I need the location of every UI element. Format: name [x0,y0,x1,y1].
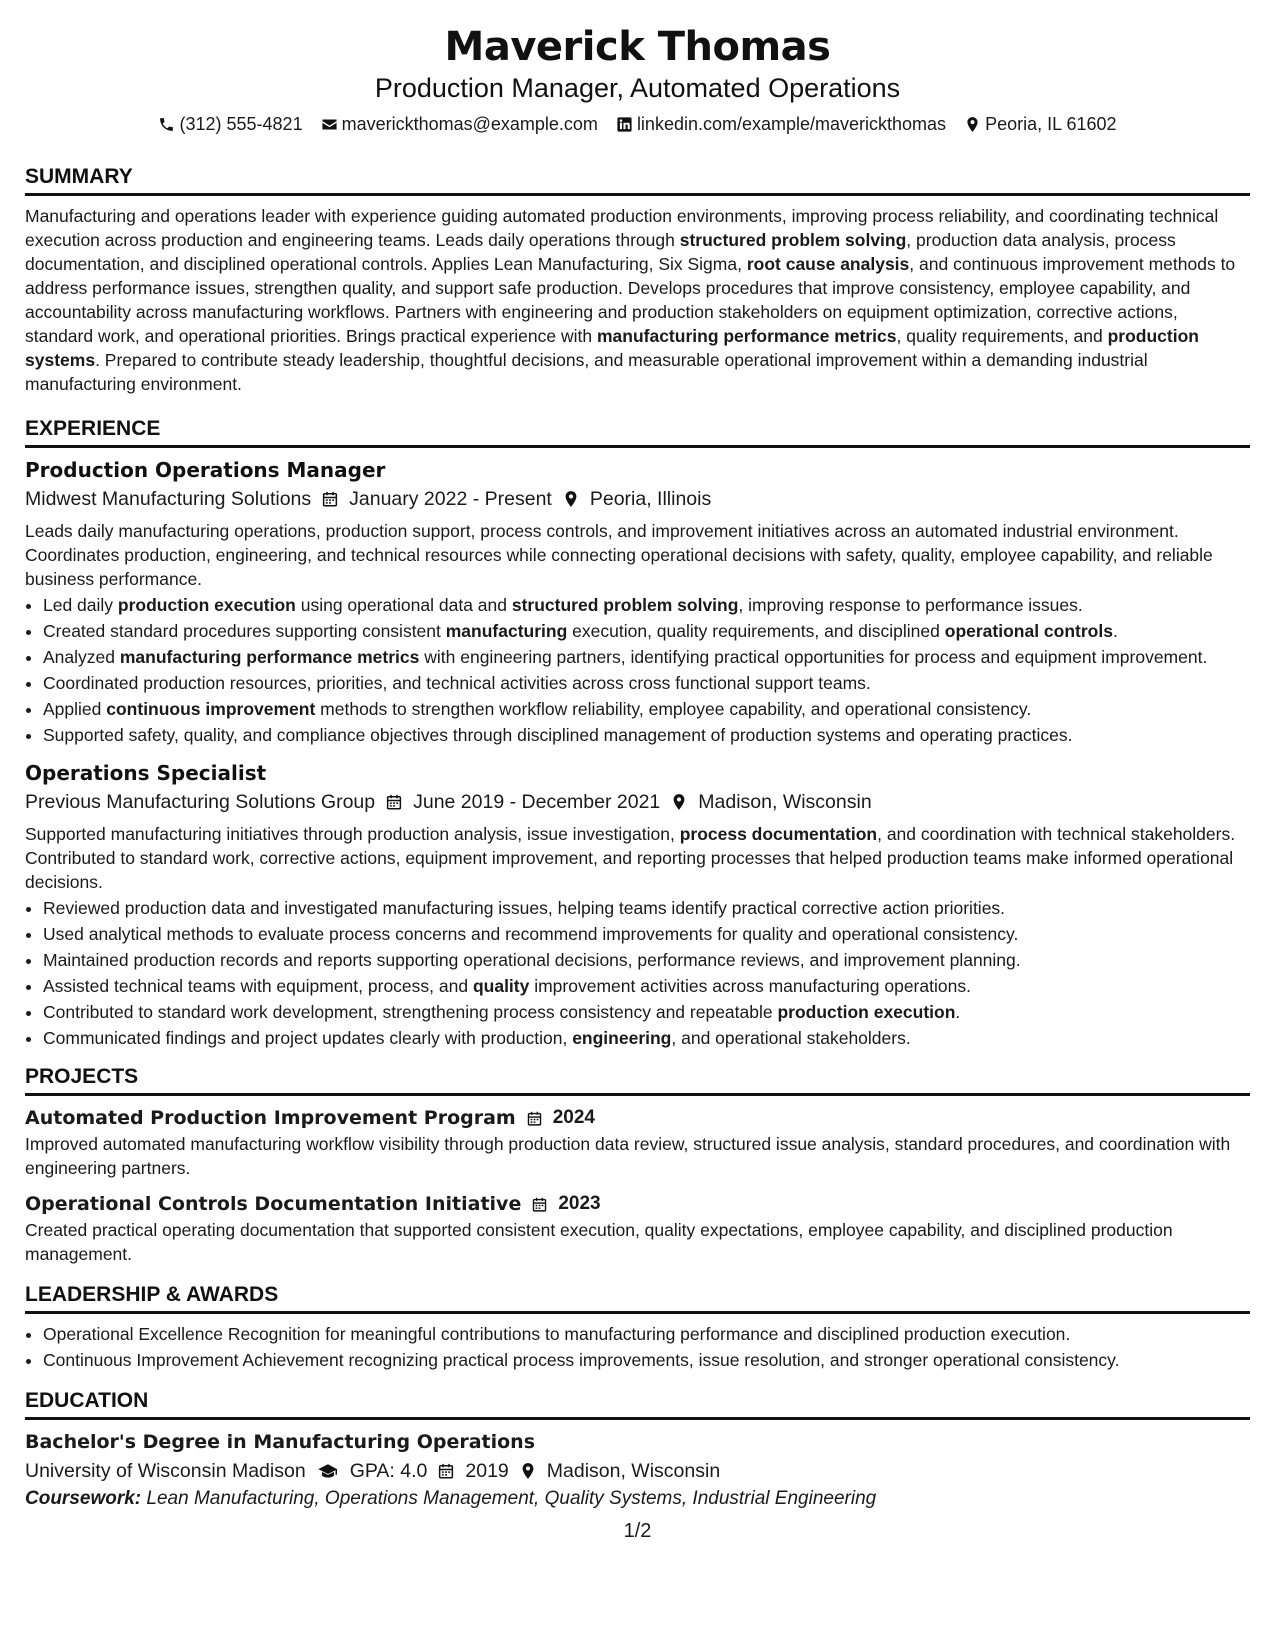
page-number: 1/2 [623,1520,652,1542]
leadership-list [25,1322,1250,1372]
coursework-list: Lean Manufacturing, Operations Management, Quality Systems, Industrial Engineering [146,1488,877,1509]
calendar-icon [385,793,403,811]
leadership-heading: LEADERSHIP & AWARDS [25,1282,1250,1314]
contact-linkedin[interactable] [616,112,946,136]
education-meta [25,1457,1250,1485]
leadership-item: • Operational Excellence Recognition for meaningful contributions to manufacturing performance and disciplined production execution. [43,1322,1250,1346]
contact-location [964,112,1116,136]
projects-section [25,1064,1250,1266]
job-bullet: • Used analytical methods to evaluate process concerns and recommend improvements for quality and operational consistency. [43,922,1250,946]
graduation-cap-icon [316,1462,340,1480]
project-description: Improved automated manufacturing workflow visibility through production data review, structured issue analysis, standard procedures, and coordination with engineering partners. [25,1134,1231,1178]
job-bullets [25,593,1250,747]
project-entry [25,1104,1250,1180]
job-dates: January 2022 - Present [349,488,552,510]
job-bullet: • Supported safety, quality, and compliance objectives through disciplined management of production systems and operating practices. [43,723,1250,747]
job-description: Supported manufacturing initiatives through production analysis, issue investigation, process documentation, and coordination with technical stakeholders. Contributed to standard work, corrective actions, equipment improvement, and reporting processes that helped production teams make informed operational decisions. [25,824,1236,892]
job-meta [25,788,1250,816]
contact-location-text: Peoria, IL 61602 [985,114,1117,134]
resume-page [25,22,1250,1513]
job-location: Peoria, Illinois [589,488,712,510]
projects-heading: PROJECTS [25,1064,1250,1096]
education-degree: Bachelor's Degree in Manufacturing Operations [25,1431,536,1453]
contact-email-text: maverickthomas@example.com [341,114,598,134]
project-year: 2023 [558,1193,601,1214]
job-bullet: • Applied continuous improvement methods to strengthen workflow reliability, employee capability, and operational consistency. [43,697,1250,721]
job-bullets [25,896,1250,1050]
resume-header [25,22,1250,136]
summary-text: Manufacturing and operations leader with experience guiding automated production environments, improving process reliability, and coordinating technical execution across production and engineering teams. Leads daily operations through structured problem solving, production data analysis, process documentation, and disciplined operational controls. Applies Lean Manufacturing, Six Sigma, root cause analysis, and continuous improvement methods to address performance issues, strengthen quality, and support safe production. Develops procedures that improve consistency, employee capability, and accountability across manufacturing workflows. Partners with engineering and production stakeholders on equipment optimization, corrective actions, standard work, and operational priorities. Brings practical experience with manufacturing performance metrics, quality requirements, and production systems. Prepared to contribute steady leadership, thoughtful decisions, and measurable operational improvement within a demanding industrial manufacturing environment. [25,206,1236,394]
project-year: 2024 [552,1107,595,1128]
summary-heading: SUMMARY [25,164,1250,196]
coursework-label: Coursework: [25,1488,142,1509]
education-school: University of Wisconsin Madison [25,1460,306,1482]
education-heading: EDUCATION [25,1388,1250,1420]
map-pin-icon [670,793,688,811]
contact-phone[interactable] [158,112,302,136]
education-location: Madison, Wisconsin [546,1460,721,1482]
project-title: Operational Controls Documentation Initiative [25,1193,522,1215]
leadership-item: • Continuous Improvement Achievement recognizing practical process improvements, issue resolution, and stronger operational consistency. [43,1348,1250,1372]
job-entry [25,456,1250,747]
project-description: Created practical operating documentation that supported consistent execution, quality expectations, employee capability, and disciplined production management. [25,1220,1173,1264]
education-gpa: GPA: 4.0 [349,1460,428,1482]
job-description: Leads daily manufacturing operations, production support, process controls, and improvement initiatives across an automated industrial environment. Coordinates production, engineering, and technical resources while connecting operational decisions with safety, quality, employee capability, and reliable business performance. [25,521,1213,589]
job-bullet: • Assisted technical teams with equipment, process, and quality improvement activities across manufacturing operations. [43,974,1250,998]
experience-heading: EXPERIENCE [25,416,1250,448]
contact-email[interactable] [321,112,598,136]
contact-phone-text: (312) 555-4821 [179,114,303,134]
job-dates: June 2019 - December 2021 [413,791,661,813]
summary-section [25,164,1250,396]
job-bullet: • Contributed to standard work development, strengthening process consistency and repeatable production execution. [43,1000,1250,1024]
calendar-icon [526,1110,543,1127]
job-meta [25,485,1250,513]
calendar-icon [321,490,339,508]
job-bullet: • Created standard procedures supporting consistent manufacturing execution, quality requirements, and disciplined operational controls. [43,619,1250,643]
phone-icon [158,116,175,133]
map-pin-icon [562,490,580,508]
map-pin-icon [964,116,981,133]
project-title: Automated Production Improvement Program [25,1107,516,1129]
job-bullet: • Analyzed manufacturing performance metrics with engineering partners, identifying practical opportunities for process and equipment improvement. [43,645,1250,669]
linkedin-icon [616,116,633,133]
job-location: Madison, Wisconsin [698,791,872,813]
envelope-icon [321,116,338,133]
job-title: Production Operations Manager [25,458,386,482]
job-bullet: • Coordinated production resources, priorities, and technical activities across cross functional support teams. [43,671,1250,695]
contact-linkedin-text: linkedin.com/example/maverickthomas [636,114,947,134]
leadership-section [25,1282,1250,1372]
job-company: Previous Manufacturing Solutions Group [25,791,376,813]
job-bullet: • Reviewed production data and investigated manufacturing issues, helping teams identify practical corrective action priorities. [43,896,1250,920]
project-header [25,1190,1250,1218]
education-section [25,1388,1250,1513]
project-header [25,1104,1250,1132]
calendar-icon [531,1196,548,1213]
job-bullet: • Led daily production execution using operational data and structured problem solving, improving response to performance issues. [43,593,1250,617]
project-entry [25,1190,1250,1266]
job-bullet: • Communicated findings and project updates clearly with production, engineering, and operational stakeholders. [43,1026,1250,1050]
experience-section [25,416,1250,1050]
job-company: Midwest Manufacturing Solutions [25,488,312,510]
candidate-title: Production Manager, Automated Operations [374,73,901,103]
job-entry [25,759,1250,1050]
contact-line [25,112,1250,136]
job-title: Operations Specialist [25,761,267,785]
job-bullet: • Maintained production records and reports supporting operational decisions, performance reviews, and improvement planning. [43,948,1250,972]
education-coursework [25,1485,1250,1513]
map-pin-icon [519,1462,537,1480]
candidate-name: Maverick Thomas [444,24,831,70]
calendar-icon [437,1462,455,1480]
education-year: 2019 [465,1460,509,1482]
